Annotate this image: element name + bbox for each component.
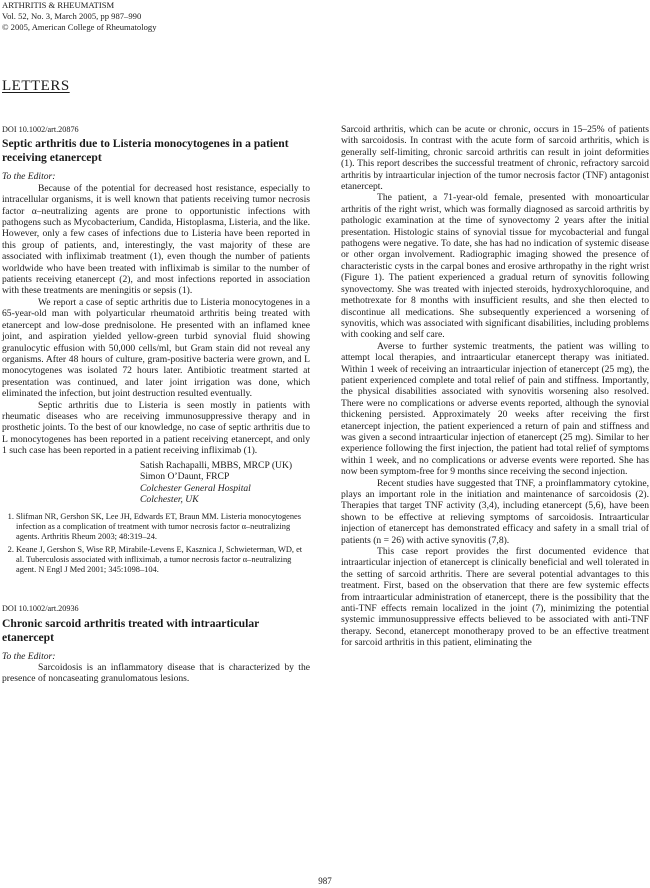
right-column xyxy=(341,124,649,649)
author-name: Simon O’Daunt, FRCP xyxy=(140,471,230,483)
page-number: 987 xyxy=(318,876,332,886)
letter1-paragraph: Septic arthritis due to Listeria is seen mostly in patients with rheumatic diseases who are receiving immunosuppressive therapy and in prosthetic joints. To the best of our knowledge, no case of septic arthritis due to L monocytogenes has been reported in a patient receiving etanercept, and only 1 such case has been reported in a patient receiving infliximab (1). xyxy=(2,399,310,457)
letter2-paragraph: This case report provides the first documented evidence that intraarticular injection of etanercept is clinically beneficial and well tolerated in the setting of sarcoid arthritis. There are several potential advantages to this treatment. First, based on the observation that there are few systemic effects from intraarticular administration of etanercept, there is the possibility that the anti-TNF effects remain localized in the joint (7), minimizing the potential systemic immunosuppressive effects believed to be associated with anti-TNF therapy. Second, etanercept monotherapy proved to be an effective treatment for sarcoid arthritis in this patient, eliminating the xyxy=(341,546,649,649)
left-column xyxy=(2,124,310,685)
letter2-paragraph: Averse to further systemic treatments, the patient was willing to attempt local therapies, and intraarticular etanercept therapy was initiated. Within 1 week of receiving an intraarticular injection of etanercept (25 mg), the patient experienced complete and total relief of pain and stiffness. Importantly, the physical disabilities associated with synovitis worsening also resolved. There were no complications or adverse events reported, although the synovial thickening persisted. Approximately 20 weeks after receiving the first etanercept injection, the patient experienced a return of pain and stiffness and was given a second intraarticular injection of etanercept (25 mg). Similar to her experience following the first injection, the patient had total relief of symptoms within 1 week, and no complications or adverse events were reported. She has now been symptom-free for 9 months since receiving the second injection. xyxy=(341,340,649,478)
letter1-references xyxy=(2,512,310,575)
letter2-doi: DOI 10.1002/art.20936 xyxy=(2,604,79,614)
running-header xyxy=(2,0,157,33)
letter1-salutation: To the Editor: xyxy=(2,171,56,183)
letter2-title: Chronic sarcoid arthritis treated with intraarticular etanercept xyxy=(2,616,260,644)
letter2-paragraph: Sarcoidosis is an inflammatory disease that is characterized by the presence of noncaseating granulomatous lesions. xyxy=(2,661,310,685)
letter1-paragraph: We report a case of septic arthritis due to Listeria monocytogenes in a 65-year-old man with polyarticular rheumatoid arthritis being treated with etanercept and low-dose prednisolone. He presented with an inflamed knee joint, and aspiration yielded yellow-green turbid synovial fluid showing granulocytic effusion with 50,000 cells/ml, but Gram stain did not reveal any organisms. After 48 hours of culture, gram-positive bacteria were grown, and L monocytogenes was isolated 72 hours later. Antibiotic treatment started at presentation was continued, and later joint irrigation was done, which eliminated the infection, but joint destruction resulted eventually. xyxy=(2,296,310,400)
journal-name: ARTHRITIS & RHEUMATISM xyxy=(2,0,115,10)
copyright: © 2005, American College of Rheumatology xyxy=(2,22,157,32)
author-name: Satish Rachapalli, MBBS, MRCP (UK) xyxy=(140,459,293,471)
volume-info: Vol. 52, No. 3, March 2005, pp 987–990 xyxy=(2,11,142,21)
letter1-title: Septic arthritis due to Listeria monocytogenes in a patient receiving etanercept xyxy=(2,137,289,165)
letter1-doi: DOI 10.1002/art.20876 xyxy=(2,125,79,134)
reference-item: 2. Keane J, Gershon S, Wise RP, Mirabile-Levens E, Kasznica J, Schwieterman, WD, et al. Tuberculosis associated with infliximab, a tumor necrosis factor α–neutralizing agent. N Engl J Med 2001; 345:1098–104. xyxy=(16,545,310,576)
letter2-salutation: To the Editor: xyxy=(2,650,56,662)
section-title: LETTERS xyxy=(2,78,70,94)
letter1-signature xyxy=(140,460,310,506)
author-affiliation: Colchester General Hospital xyxy=(140,482,251,494)
reference-item: 1. Slifman NR, Gershon SK, Lee JH, Edwards ET, Braun MM. Listeria monocytogenes infection as a complication of treatment with tumor necrosis factor α–neutralizing agents. Arthritis Rheum 2003; 48:319–24. xyxy=(16,512,310,543)
letter1-paragraph: Because of the potential for decreased host resistance, especially to intracellular organisms, it is well known that patients receiving tumor necrosis factor α–neutralizing agents are prone to opportunistic infections with pathogens such as Mycobacterium, Candida, Histoplasma, Listeria, and the like. However, only a few cases of infections due to Listeria have been reported in this group of patients, and, interestingly, the vast majority of these are associated with infliximab treatment (1), even though the number of patients worldwide who have been treated with infliximab is similar to the number of patients receiving etanercept (2), and most infections reported in association with these treatments are meningitis or sepsis (1). xyxy=(2,182,310,297)
letter2-paragraph: Sarcoid arthritis, which can be acute or chronic, occurs in 15–25% of patients with sarcoidosis. In contrast with the acute form of sarcoid arthritis, which is generally self-limiting, chronic sarcoid arthritis can result in joint deformities (1). This report describes the successful treatment of chronic, refractory sarcoid arthritis by intraarticular injection of the tumor necrosis factor (TNF) antagonist etanercept. xyxy=(341,124,649,193)
author-location: Colchester, UK xyxy=(140,494,199,506)
letter2-paragraph: The patient, a 71-year-old female, presented with monoarticular arthritis of the right wrist, which was formally diagnosed as sarcoid arthritis by pathologic examination at the time of synovectomy 2 years after the initial presentation. Histologic stains of synovial tissue for mycobacterial and fungal pathogens were negative. To date, she has had no indication of systemic disease or other organ involvement. Radiographic imaging showed the presence of characteristic cysts in the carpal bones and erosive arthropathy in the right wrist (Figure 1). The patient experienced a gradual return of synovitis following synovectomy. She was treated with injected steroids, hydroxychloroquine, and methotrexate for 8 months with insufficient results, and she then elected to discontinue all medications. She subsequently experienced a worsening of synovitis, which was associated with significant disabilities, including problems with cooking and self care. xyxy=(341,192,649,341)
letter2-paragraph: Recent studies have suggested that TNF, a proinflammatory cytokine, plays an important role in the initiation and maintenance of sarcoidosis (2). Therapies that target TNF activity (3,4), including etanercept (5,6), have been shown to be effective at relieving symptoms of sarcoidosis. Intraarticular injection of etanercept has demonstrated efficacy and safety in a small trial of patients (n = 26) with active synovitis (7,8). xyxy=(341,477,649,546)
